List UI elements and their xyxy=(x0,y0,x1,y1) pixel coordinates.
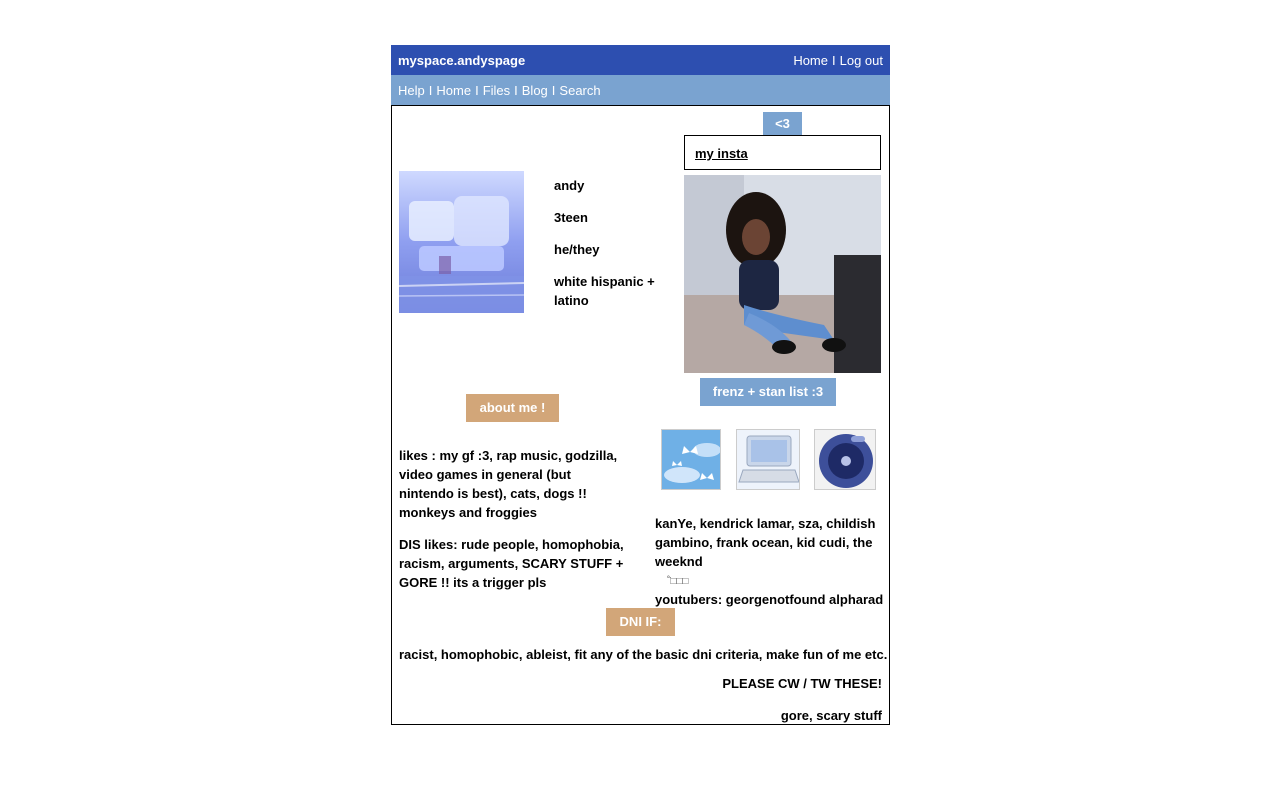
nav-bar xyxy=(391,75,890,105)
header-separator: I xyxy=(832,52,836,68)
cw-text: gore, scary stuff xyxy=(780,708,882,723)
nav-blog-link[interactable]: Blog xyxy=(521,82,548,98)
stan-list-text: kanYe, kendrick lamar, sza, childish gambino, frank ocean, kid cudi, the weeknd xyxy=(655,516,876,569)
nav-separator: I xyxy=(475,82,479,98)
cd-player-thumbnail xyxy=(814,429,876,490)
profile-age: 3teen xyxy=(554,210,588,225)
page-frame xyxy=(391,45,890,725)
header-home-link[interactable]: Home xyxy=(793,52,828,68)
profile-photo xyxy=(684,175,881,373)
insta-box xyxy=(684,135,881,170)
cw-heading: PLEASE CW / TW THESE! xyxy=(722,676,882,691)
dni-button[interactable]: DNI IF: xyxy=(606,608,675,636)
youtubers-text: youtubers: georgenotfound alpharad xyxy=(655,592,884,607)
glyph-text: ˚̇□□□ xyxy=(667,576,689,587)
dni-text: racist, homophobic, ableist, fit any of the basic dni criteria, make fun of me etc. xyxy=(399,647,888,662)
frenz-stan-button[interactable]: frenz + stan list :3 xyxy=(700,378,836,406)
site-brand: myspace.andyspage xyxy=(398,52,526,68)
dislikes-text: DIS likes: rude people, homophobia, racism, arguments, SCARY STUFF + GORE !! its a trigger pls xyxy=(399,537,624,590)
nav-separator: I xyxy=(428,82,433,98)
profile-ethnicity: white hispanic + latino xyxy=(554,274,655,308)
header-links xyxy=(793,53,883,68)
profile-name: andy xyxy=(554,178,585,193)
header-logout-link[interactable]: Log out xyxy=(839,52,883,68)
profile-picture xyxy=(399,171,524,313)
nav-files-link[interactable]: Files xyxy=(482,82,511,98)
about-me-button[interactable]: about me ! xyxy=(466,394,559,422)
profile-content xyxy=(391,105,890,725)
nav-separator: I xyxy=(514,82,518,98)
likes-text: likes : my gf :3, rap music, godzilla, video games in general (but nintendo is best), cats, dogs !! monkeys and froggies xyxy=(399,448,618,520)
laptop-thumbnail xyxy=(736,429,800,490)
butterflies-thumbnail xyxy=(661,429,721,490)
nav-help-link[interactable]: Help xyxy=(398,82,425,98)
insta-link[interactable]: my insta xyxy=(695,146,748,161)
nav-separator: I xyxy=(551,82,556,98)
nav-search-link[interactable]: Search xyxy=(559,82,601,98)
heart-button[interactable]: <3 xyxy=(763,112,802,136)
profile-pronouns: he/they xyxy=(554,242,600,257)
header-bar xyxy=(391,45,890,75)
nav-home-link[interactable]: Home xyxy=(436,82,472,98)
